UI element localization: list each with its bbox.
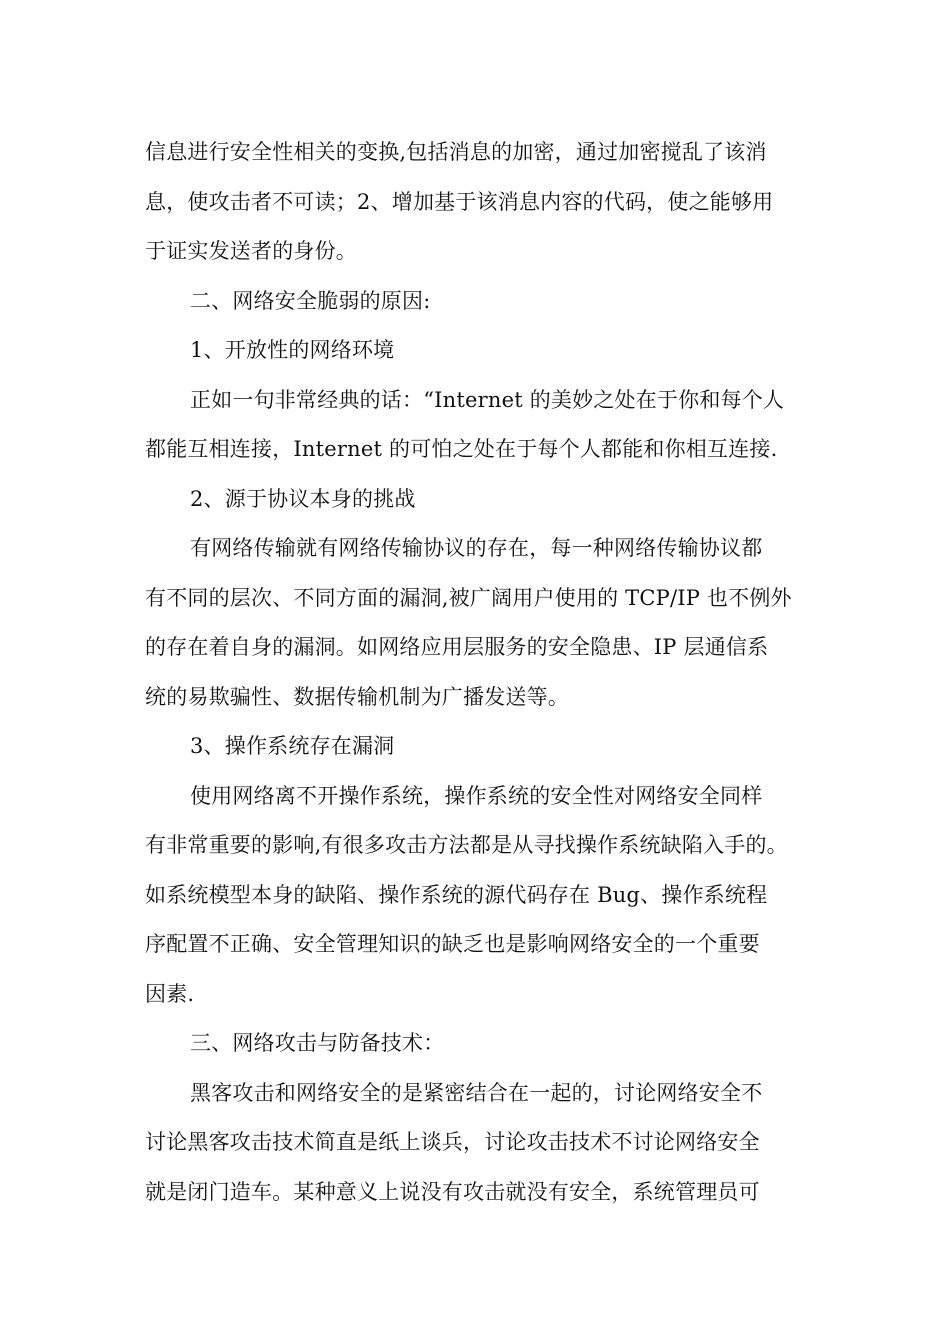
text-line: 就是闭门造车。某种意义上说没有攻击就没有安全，系统管理员可	[145, 1179, 760, 1204]
text-line: 信息进行安全性相关的变换,包括消息的加密，通过加密搅乱了该消	[145, 140, 767, 164]
text-line: 于证实发送者的身份。	[145, 239, 357, 263]
text-line: 3、操作系统存在漏洞	[190, 734, 395, 758]
text-line: 1、开放性的网络环境	[190, 338, 395, 362]
text-line: 有网络传输就有网络传输协议的存在，每一种网络传输协议都	[190, 536, 763, 560]
text-line: 黑客攻击和网络安全的是紧密结合在一起的，讨论网络安全不	[190, 1080, 763, 1105]
text-line: 有非常重要的影响,有很多攻击方法都是从寻找操作系统缺陷入手的。	[145, 833, 788, 857]
text-line: 使用网络离不开操作系统，操作系统的安全性对网络安全同样	[190, 783, 763, 808]
text-line: 2、源于协议本身的挑战	[190, 486, 416, 511]
text-line: 的存在着自身的漏洞。如网络应用层服务的安全隐患、IP 层通信系	[145, 635, 769, 659]
text-line: 二、网络安全脆弱的原因:	[190, 288, 431, 313]
text-line: 序配置不正确、安全管理知识的缺乏也是影响网络安全的一个重要	[145, 932, 760, 956]
text-line: 三、网络攻击与防备技术：	[190, 1031, 445, 1055]
text-line: 有不同的层次、不同方面的漏洞,被广阔用户使用的 TCP/IP 也不例外	[145, 585, 792, 610]
text-line: 因素.	[145, 981, 195, 1006]
document-body	[145, 128, 809, 1217]
text-line: 息，使攻击者不可读；2、增加基于该消息内容的代码，使之能够用	[145, 189, 774, 214]
text-line: 都能互相连接，Internet 的可怕之处在于每个人都能和你相互连接.	[145, 437, 778, 461]
text-line: 统的易欺骗性、数据传输机制为广播发送等。	[145, 684, 569, 709]
text-line: 正如一句非常经典的话：“Internet 的美妙之处在于你和每个人	[190, 387, 785, 412]
text-line: 讨论黑客攻击技术简直是纸上谈兵，讨论攻击技术不讨论网络安全	[145, 1130, 760, 1154]
text-line: 如系统模型本身的缺陷、操作系统的源代码存在 Bug、操作系统程	[145, 882, 768, 907]
